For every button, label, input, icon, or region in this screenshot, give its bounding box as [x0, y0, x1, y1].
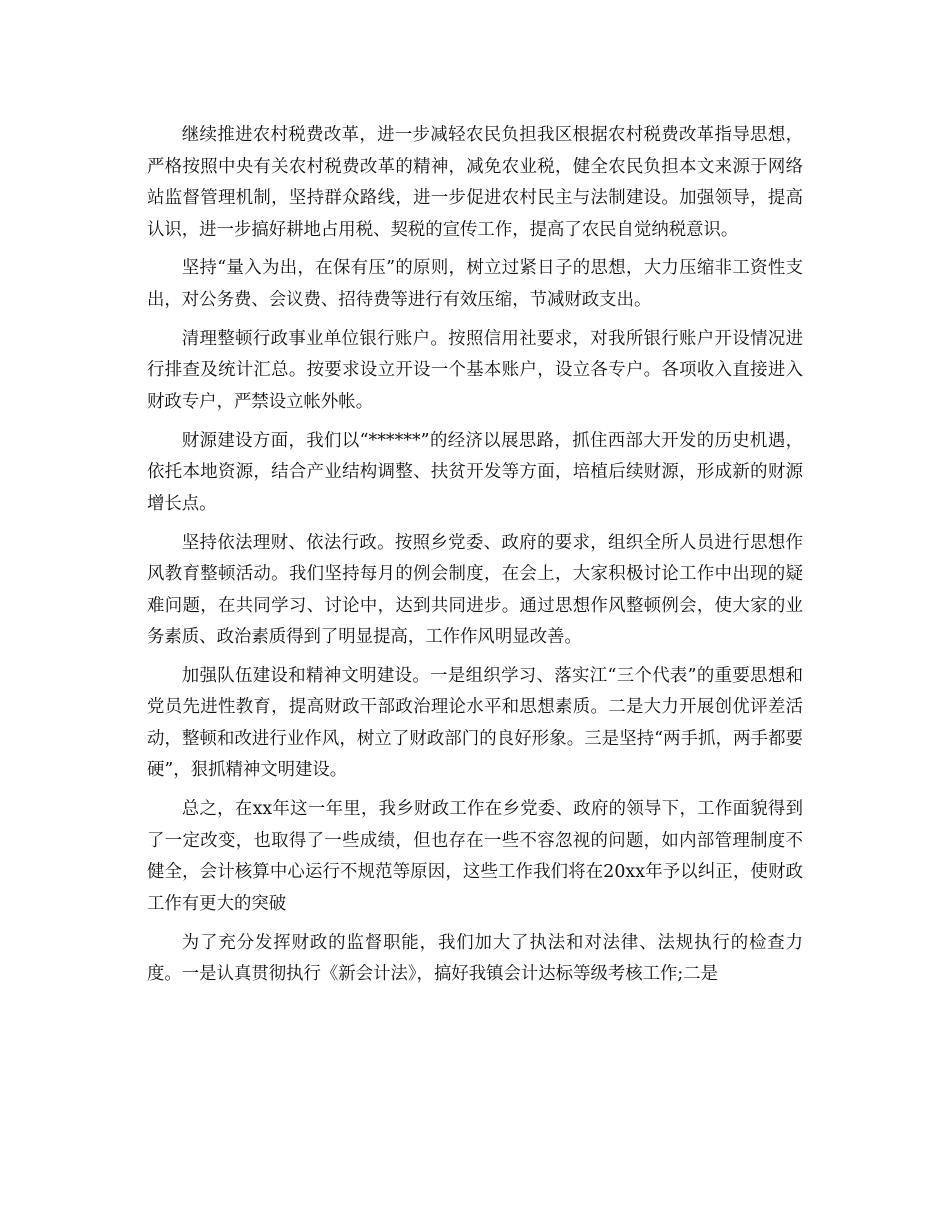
paragraph-supervision: 为了充分发挥财政的监督职能，我们加大了执法和对法律、法规执行的检查力度。一是认真贯彻执行《新会计法》，搞好我镇会计达标等级考核工作;二是 [147, 932, 803, 985]
paragraph-rural-tax-reform: 继续推进农村税费改革，进一步减轻农民负担我区根据农村税费改革指导思想，严格按照中央有关农村税费改革的精神，减免农业税，健全农民负担本文来源于网络站监督管理机制，坚持群众路线，进一步促进农村民主与法制建设。加强领导，提高认识，进一步搞好耕地占用税、契税的宣传工作，提高了农民自觉纳税意识。 [147, 125, 803, 240]
paragraph-expenditure-control: 坚持“量入为出，在保有压”的原则，树立过紧日子的思想，大力压缩非工资性支出，对公务费、会议费、招待费等进行有效压缩，节减财政支出。 [147, 258, 803, 310]
paragraph-team-building: 加强队伍建设和精神文明建设。一是组织学习、落实江“三个代表”的重要思想和党员先进性教育，提高财政干部政治理论水平和思想素质。二是大力开展创优评差活动，整顿和改进行业作风，树立了财政部门的良好形象。三是坚持“两手抓，两手都要硬”，狠抓精神文明建设。 [147, 665, 803, 781]
paragraph-rule-of-law: 坚持依法理财、依法行政。按照乡党委、政府的要求，组织全所人员进行思想作风教育整顿活动。我们坚持每月的例会制度，在会上，大家积极讨论工作中出现的疑难问题，在共同学习、讨论中，达到共同进步。通过思想作风整顿例会，使大家的业务素质、政治素质得到了明显提高，工作作风明显改善。 [147, 532, 803, 648]
document-body [147, 120, 803, 998]
paragraph-bank-accounts: 清理整顿行政事业单位银行账户。按照信用社要求，对我所银行账户开设情况进行排查及统计汇总。按要求设立开设一个基本账户，设立各专户。各项收入直接进入财政专户，严禁设立帐外帐。 [147, 328, 803, 412]
paragraph-revenue-building: 财源建设方面，我们以“******”的经济以展思路，抓住西部大开发的历史机遇，依托本地资源，结合产业结构调整、扶贫开发等方面，培植后续财源，形成新的财源增长点。 [147, 430, 803, 514]
paragraph-summary: 总之，在xx年这一年里，我乡财政工作在乡党委、政府的领导下，工作面貌得到了一定改变，也取得了一些成绩，但也存在一些不容忽视的问题，如内部管理制度不健全，会计核算中心运行不规范等原因，这些工作我们将在20xx年予以纠正，使财政工作有更大的突破 [147, 799, 803, 914]
